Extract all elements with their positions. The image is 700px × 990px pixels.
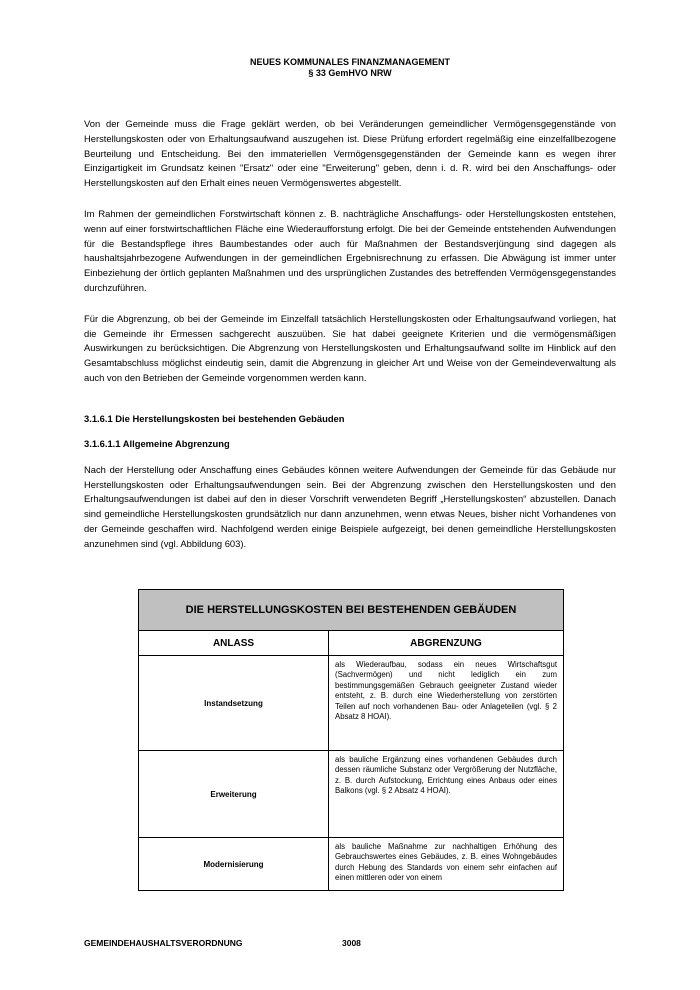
footer-title: GEMEINDEHAUSHALTSVERORDNUNG [84, 938, 243, 948]
paragraph-2: Im Rahmen der gemeindlichen Forstwirtschaft können z. B. nachträgliche Anschaffungs- oder Herstellungskosten entstehen, wenn auf einer forstwirtschaftlichen Fläche eine Wiederaufforstung erfolgt. Die bei der Gemeinde entstehenden Aufwendungen für die Bestandspflege ihres Baumbestandes oder auch für Maßnahmen der Bestandsverjüngung sind dagegen als haushaltsjahrbezogene Aufwendungen in der gemeindlichen Ergebnisrechnung zu erfassen. Die Abwägung ist immer unter Einbeziehung der örtlich geplanten Maßnahmen und des ursprünglichen Zustandes des betreffenden Vermögensgegenstandes durchzuführen. [84, 207, 616, 293]
header-subtitle: § 33 GemHVO NRW [308, 68, 392, 78]
paragraph-4: Nach der Herstellung oder Anschaffung eines Gebäudes können weitere Aufwendungen der Gemeinde für das Gebäude nur Herstellungskosten oder Erhaltungsaufwendungen sein. Bei der Abgrenzung zwischen den Herstellungskosten und den Erhaltungsaufwendungen ist dabei auf den in dieser Vorschrift verwendeten Begriff „Herstellungskosten“ abzustellen. Danach sind gemeindliche Herstellungskosten grundsätzlich nur dann anzunehmen, wenn etwas Neues, bisher nicht Vorhandenes von der Gemeinde geschaffen wird. Nachfolgend werden einige Beispiele aufgezeigt, bei denen gemeindliche Herstellungskosten anzunehmen sind (vgl. Abbildung 603). [84, 463, 616, 549]
section-heading-3-1-6-1-1: 3.1.6.1.1 Allgemeine Abgrenzung [84, 437, 230, 449]
table-header-abgrenzung: ABGRENZUNG [329, 631, 564, 656]
table-row [139, 751, 564, 838]
paragraph-3: Für die Abgrenzung, ob bei der Gemeinde im Einzelfall tatsächlich Herstellungskosten oder Erhaltungsaufwand vorliegen, hat die Gemeinde ihr Ermessen sachgerecht auszuüben. Sie hat dabei geeignete Kriterien und die vermögensmäßigen Auswirkungen zu berücksichtigen. Die Abgrenzung von Herstellungskosten und Erhaltungsaufwand sollte im Hinblick auf den Gesamtabschluss möglichst eindeutig sein, damit die Abgrenzung in gleicher Art und Weise von der Gemeindeverwaltung als auch von den Betrieben der Gemeinde vorgenommen werden kann. [84, 312, 616, 383]
header-title: NEUES KOMMUNALES FINANZMANAGEMENT [250, 57, 450, 67]
row-label-instandsetzung: Instandsetzung [139, 656, 329, 751]
section-heading-3-1-6-1: 3.1.6.1 Die Herstellungskosten bei bestehenden Gebäuden [84, 412, 345, 424]
row-label-erweiterung: Erweiterung [139, 751, 329, 838]
herstellungskosten-table [138, 589, 564, 891]
table-title: DIE HERSTELLUNGSKOSTEN BEI BESTEHENDEN GEBÄUDEN [139, 590, 564, 631]
table-row [139, 656, 564, 751]
row-label-modernisierung: Modernisierung [139, 838, 329, 891]
page-header [0, 57, 700, 79]
row-text-instandsetzung: als Wiederaufbau, sodass ein neues Wirtschaftsgut (Sachvermögen) und nicht lediglich ein zum bestimmungsgemäßen Gebrauch geeigneter Zustand wieder entsteht, z. B. durch eine Wiederherstellung von zerstörten Teilen auf noch vorhandenen Bau- oder Anlageteilen (vgl. § 2 Absatz 8 HOAI). [329, 656, 564, 751]
table-header-anlass: ANLASS [139, 631, 329, 656]
paragraph-1: Von der Gemeinde muss die Frage geklärt werden, ob bei Veränderungen gemeindlicher Vermögensgegenstände von Herstellungskosten oder von Erhaltungsaufwand auszugehen ist. Diese Prüfung erfordert regelmäßig eine einzelfallbezogene Beurteilung und Entscheidung. Bei den immateriellen Vermögensgegenständen der Gemeinde kann es wegen ihrer Einzigartigkeit im Grundsatz keinen "Ersatz" oder eine "Erweiterung" geben, denn i. d. R. wird bei den Anschaffungs- oder Herstellungskosten auf den Erhalt eines neuen Vermögenswertes abgestellt. [84, 118, 616, 189]
page-number: 3008 [342, 938, 361, 948]
table-row [139, 838, 564, 891]
document-body [84, 117, 616, 568]
row-text-modernisierung: als bauliche Maßnahme zur nachhaltigen Erhöhung des Gebrauchswertes eines Gebäudes, z. B. eines Wohngebäudes durch Hebung des Standards von einem sehr einfachen auf einen mittleren oder von einem [329, 838, 564, 891]
row-text-erweiterung: als bauliche Ergänzung eines vorhandenen Gebäudes durch dessen räumliche Substanz oder Vergrößerung der Nutzfläche, z. B. durch Aufstockung, Errichtung eines Anbaus oder eines Balkons (vgl. § 2 Absatz 4 HOAI). [329, 751, 564, 838]
